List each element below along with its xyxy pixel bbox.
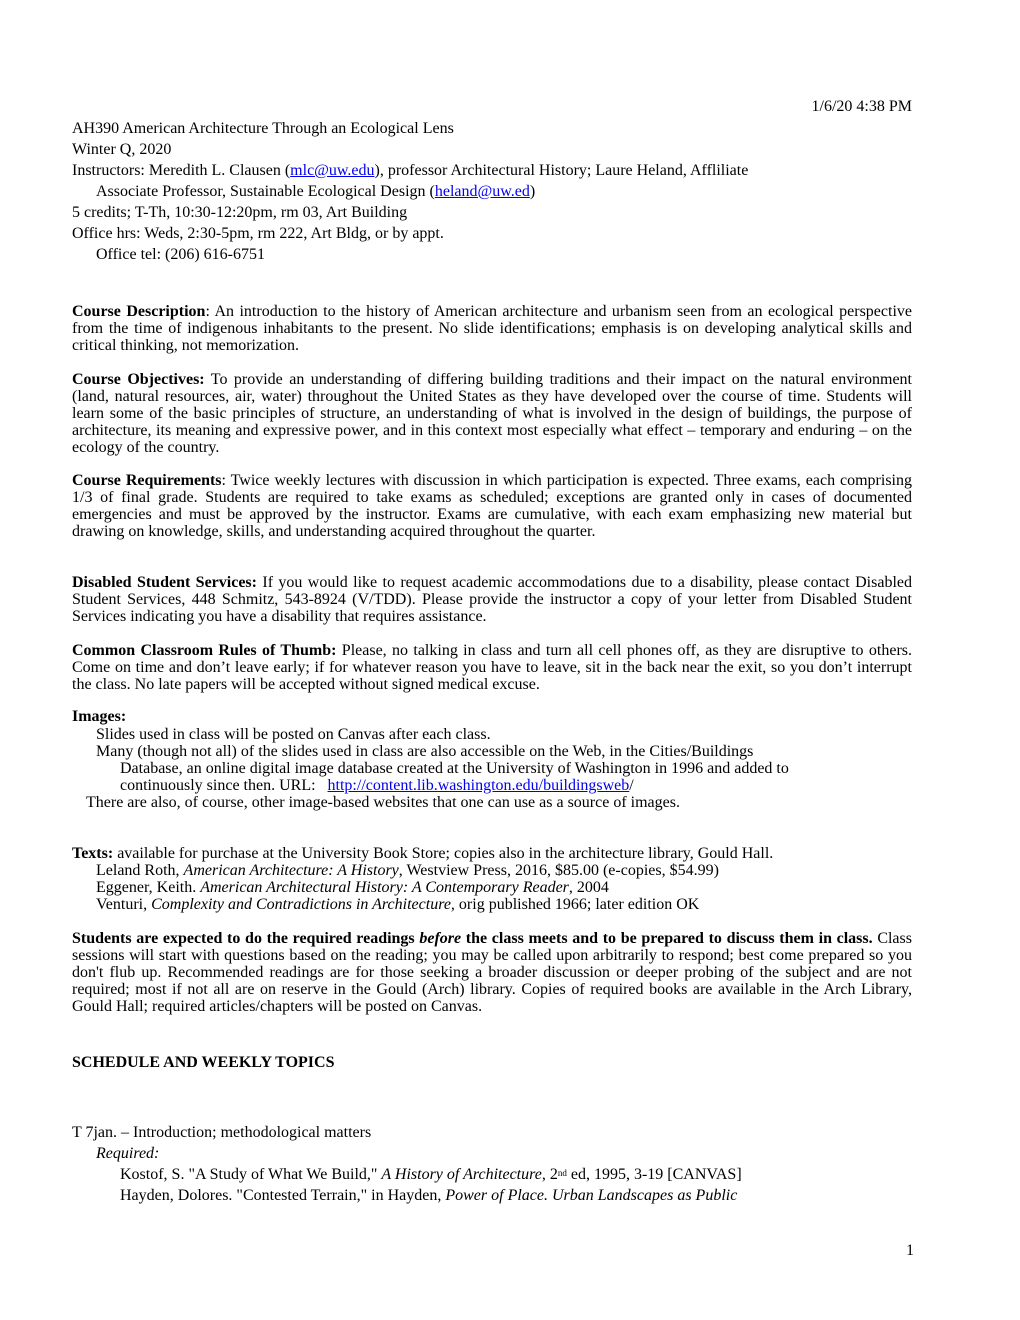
book-1-author: Leland Roth, xyxy=(96,862,184,879)
instructors-mid: ), professor Architectural History; Laure Heland, Affliliate xyxy=(374,162,749,179)
reading-2-title: Power of Place. Urban Landscapes as Public xyxy=(445,1187,738,1204)
email-link-clausen[interactable]: mlc@uw.edu xyxy=(290,162,375,179)
book-3-author: Venturi, xyxy=(96,896,152,913)
course-objectives-text: To provide an understanding of differing building traditions and their impact on the natural environment (land, natural resources, air, water) throughout the United States as they have developed over the course of time. Students will learn some of the basic principles of structure, an understanding of what is involved in the design of buildings, the purpose of architecture, its meaning and expressive power, and in this context most especially what effect – temporary and enduring – on the ecology of the country. xyxy=(72,371,913,456)
course-credits: 5 credits; T-Th, 10:30-12:20pm, rm 03, Art Building xyxy=(72,204,408,221)
instructors-prefix: Instructors: Meredith L. Clausen ( xyxy=(72,162,291,179)
readings-bold-1: Students are expected to do the required readings xyxy=(72,930,420,947)
reading-1 xyxy=(120,1165,742,1185)
book-3 xyxy=(96,896,699,913)
schedule-entry-1: T 7jan. – Introduction; methodological matters xyxy=(72,1124,372,1141)
course-objectives xyxy=(72,371,912,456)
classroom-rules xyxy=(72,642,912,693)
instructors-line2-prefix: Associate Professor, Sustainable Ecological Design ( xyxy=(96,183,435,200)
images-line-4 xyxy=(120,777,634,794)
images-line-5: There are also, of course, other image-based websites that one can use as a source of images. xyxy=(86,794,680,811)
reading-1-details: ed, 1995, 3-19 [CANVAS] xyxy=(566,1166,742,1183)
reading-1-edition: , 2 xyxy=(541,1166,558,1183)
book-2-details: , 2004 xyxy=(568,879,609,896)
schedule-heading: SCHEDULE AND WEEKLY TOPICS xyxy=(72,1054,335,1071)
reading-2-author: Hayden, Dolores. "Contested Terrain," in Hayden, xyxy=(120,1187,446,1204)
classroom-rules-text: Please, no talking in class and turn all cell phones off, as they are disruptive to others. Come on time and don’t leave early; if for whatever reason you have to leave, sit in the back near the exit, so you don’t interrupt the class. No late papers will be accepted without signed medical excuse. xyxy=(72,642,912,693)
url-suffix: / xyxy=(629,777,634,794)
classroom-rules-heading: Common Classroom Rules of Thumb: xyxy=(72,642,337,659)
book-1 xyxy=(96,862,719,879)
course-requirements-text: : Twice weekly lectures with discussion in which participation is expected. Three exams, each comprising 1/3 of final grade. Students are required to take exams as scheduled; exceptions are granted only in cases of documented emergencies and must be approved by the instructor. Exams are cumulative, with each exam emphasizing new material but drawing on knowledge, skills, and understanding acquired throughout the quarter. xyxy=(72,472,913,540)
course-requirements xyxy=(72,472,912,540)
readings-bold-2: the class meets and to be prepared to discuss them in class. xyxy=(461,930,873,947)
email-link-heland[interactable]: heland@uw.ed xyxy=(434,183,530,200)
readings-note xyxy=(72,930,912,1015)
course-requirements-heading: Course Requirements xyxy=(72,472,222,489)
disabled-services-heading: Disabled Student Services: xyxy=(72,574,257,591)
print-timestamp: 1/6/20 4:38 PM xyxy=(811,98,912,115)
buildingsweb-link[interactable]: http://content.lib.washington.edu/buildingsweb xyxy=(327,777,630,794)
readings-text: Class sessions will start with questions based on the reading; you may be called upon arbitrarily to respond; best come prepared so you don't flub up. Recommended readings are for those seeking a broader discussion or deeper probing of the subject and are not required; most if not all are on reserve in the Gould (Arch) library. Copies of required books are available in the Arch Library, Gould Hall; required articles/chapters will be posted on Canvas. xyxy=(72,930,912,1015)
instructors-line-2 xyxy=(96,182,535,202)
disabled-services-text: If you would like to request academic accommodations due to a disability, please contact Disabled Student Services, 448 Schmitz, 543-8924 (V/TDD). Please provide the instructor a copy of your letter from Disabled Student Services indicating you have a disability that requires assistance. xyxy=(72,574,912,625)
texts-heading: Texts: xyxy=(72,845,114,862)
course-description-heading: Course Description xyxy=(72,303,206,320)
required-label: Required: xyxy=(96,1145,160,1162)
book-3-details: orig published 1966; later edition OK xyxy=(454,896,700,913)
book-2-author: Eggener, Keith. xyxy=(96,879,201,896)
texts-intro xyxy=(72,845,773,862)
office-hours: Office hrs: Weds, 2:30-5pm, rm 222, Art Bldg, or by appt. xyxy=(72,225,444,242)
course-objectives-heading: Course Objectives: xyxy=(72,371,205,388)
reading-1-superscript: nd xyxy=(557,1168,567,1178)
book-3-title: Complexity and Contradictions in Architecture, xyxy=(151,896,455,913)
images-heading: Images: xyxy=(72,708,127,725)
readings-bold-italic: before xyxy=(419,930,462,947)
images-line-2: Many (though not all) of the slides used in class are also accessible on the Web, in the Cities/Buildings xyxy=(96,743,754,760)
course-description xyxy=(72,303,912,354)
reading-1-author: Kostof, S. "A Study of What We Build," xyxy=(120,1166,382,1183)
course-title: AH390 American Architecture Through an Ecological Lens xyxy=(72,120,454,137)
instructors-line2-suffix: ) xyxy=(529,183,536,200)
instructors-line xyxy=(72,161,748,181)
disabled-student-services xyxy=(72,574,912,625)
images-url-label: continuously since then. URL: xyxy=(120,777,316,794)
book-1-details: , Westview Press, 2016, $85.00 (e-copies, $54.99) xyxy=(398,862,719,879)
reading-1-title: A History of Architecture xyxy=(381,1166,542,1183)
book-2-title: American Architectural History: A Contemporary Reader xyxy=(200,879,569,896)
book-2 xyxy=(96,879,609,896)
course-term: Winter Q, 2020 xyxy=(72,141,172,158)
course-description-text: : An introduction to the history of American architecture and urbanism seen from an ecological perspective from the time of indigenous inhabitants to the present. No slide identifications; emphasis is on developing analytical skills and critical thinking, not memorization. xyxy=(72,303,913,354)
office-tel: Office tel: (206) 616-6751 xyxy=(96,246,265,263)
reading-2 xyxy=(120,1186,737,1206)
images-line-3: Database, an online digital image database created at the University of Washington in 1996 and added to xyxy=(120,760,789,777)
images-line-1: Slides used in class will be posted on Canvas after each class. xyxy=(96,726,491,743)
book-1-title: American Architecture: A History xyxy=(183,862,399,879)
page-number: 1 xyxy=(906,1242,914,1259)
texts-intro-text: available for purchase at the University Book Store; copies also in the architecture library, Gould Hall. xyxy=(113,845,774,862)
